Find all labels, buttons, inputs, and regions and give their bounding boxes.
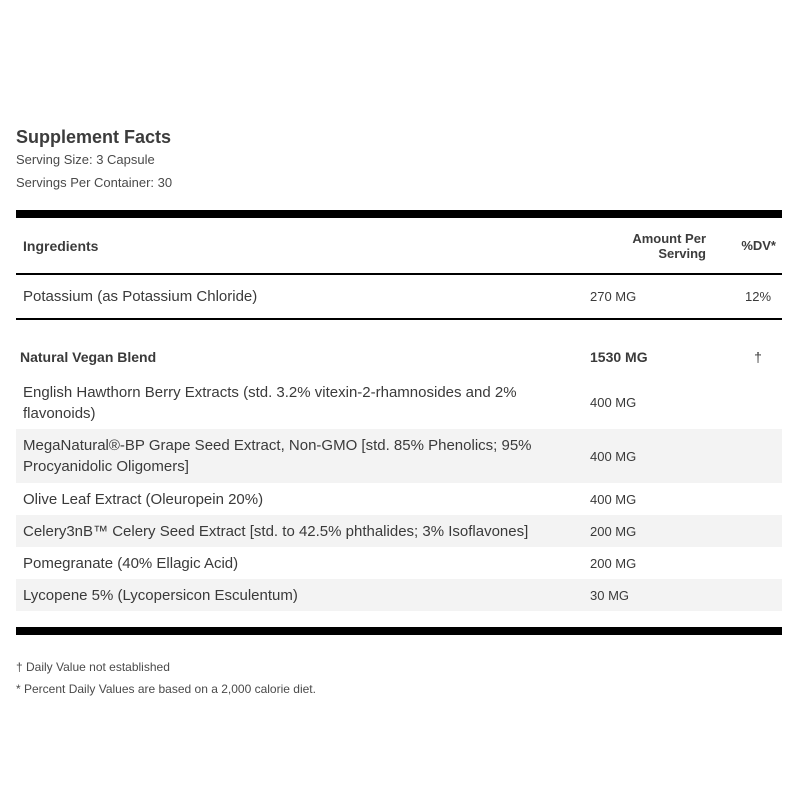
serving-size: Serving Size: 3 Capsule bbox=[16, 152, 155, 167]
footnotes bbox=[16, 656, 782, 700]
amount-header: Amount Per Serving bbox=[590, 218, 734, 274]
dv-header: %DV* bbox=[734, 218, 782, 274]
table-row bbox=[16, 376, 782, 429]
ingredient-name: MegaNatural®-BP Grape Seed Extract, Non-GMO [std. 85% Phenolics; 95% Procyanidolic Oligomers] bbox=[16, 429, 590, 483]
potassium-dv: 12% bbox=[734, 274, 782, 319]
blend-name: Natural Vegan Blend bbox=[20, 349, 157, 365]
bottom-divider bbox=[16, 627, 782, 635]
ingredient-amount: 400 MG bbox=[590, 491, 637, 507]
table-row bbox=[16, 483, 782, 515]
ingredient-name: Olive Leaf Extract (Oleuropein 20%) bbox=[23, 491, 264, 508]
percent-footnote: * Percent Daily Values are based on a 2,000 calorie diet. bbox=[16, 682, 316, 696]
ingredient-name: Pomegranate (40% Ellagic Acid) bbox=[23, 555, 239, 572]
potassium-row bbox=[16, 274, 782, 319]
ingredient-name: Lycopene 5% (Lycopersicon Esculentum) bbox=[16, 579, 590, 611]
ingredients-header: Ingredients bbox=[16, 218, 590, 274]
supplement-facts-panel bbox=[16, 126, 782, 700]
table-row bbox=[16, 547, 782, 579]
panel-title: Supplement Facts bbox=[16, 127, 172, 147]
ingredient-amount: 30 MG bbox=[590, 579, 734, 611]
table-header-row bbox=[16, 218, 782, 274]
ingredient-name: Celery3nB™ Celery Seed Extract [std. to 42.5% phthalides; 3% Isoflavones] bbox=[16, 515, 590, 547]
ingredient-amount: 400 MG bbox=[590, 395, 637, 410]
dagger-footnote: † Daily Value not established bbox=[16, 660, 170, 674]
ingredient-amount: 400 MG bbox=[590, 429, 734, 483]
table-row bbox=[16, 515, 782, 547]
potassium-amount: 270 MG bbox=[590, 274, 734, 319]
ingredient-amount: 200 MG bbox=[590, 515, 734, 547]
table-row bbox=[16, 579, 782, 611]
ingredient-amount: 200 MG bbox=[590, 555, 637, 571]
servings-per-container: Servings Per Container: 30 bbox=[16, 175, 173, 190]
blend-amount: 1530 MG bbox=[590, 349, 648, 365]
table-row bbox=[16, 429, 782, 483]
blend-row bbox=[16, 338, 782, 376]
facts-table bbox=[16, 218, 782, 611]
potassium-name: Potassium (as Potassium Chloride) bbox=[16, 274, 590, 319]
ingredient-name: English Hawthorn Berry Extracts (std. 3.2% vitexin-2-rhamnosides and 2% flavonoids) bbox=[23, 384, 517, 422]
blend-dv: † bbox=[754, 349, 762, 365]
top-divider bbox=[16, 210, 782, 218]
